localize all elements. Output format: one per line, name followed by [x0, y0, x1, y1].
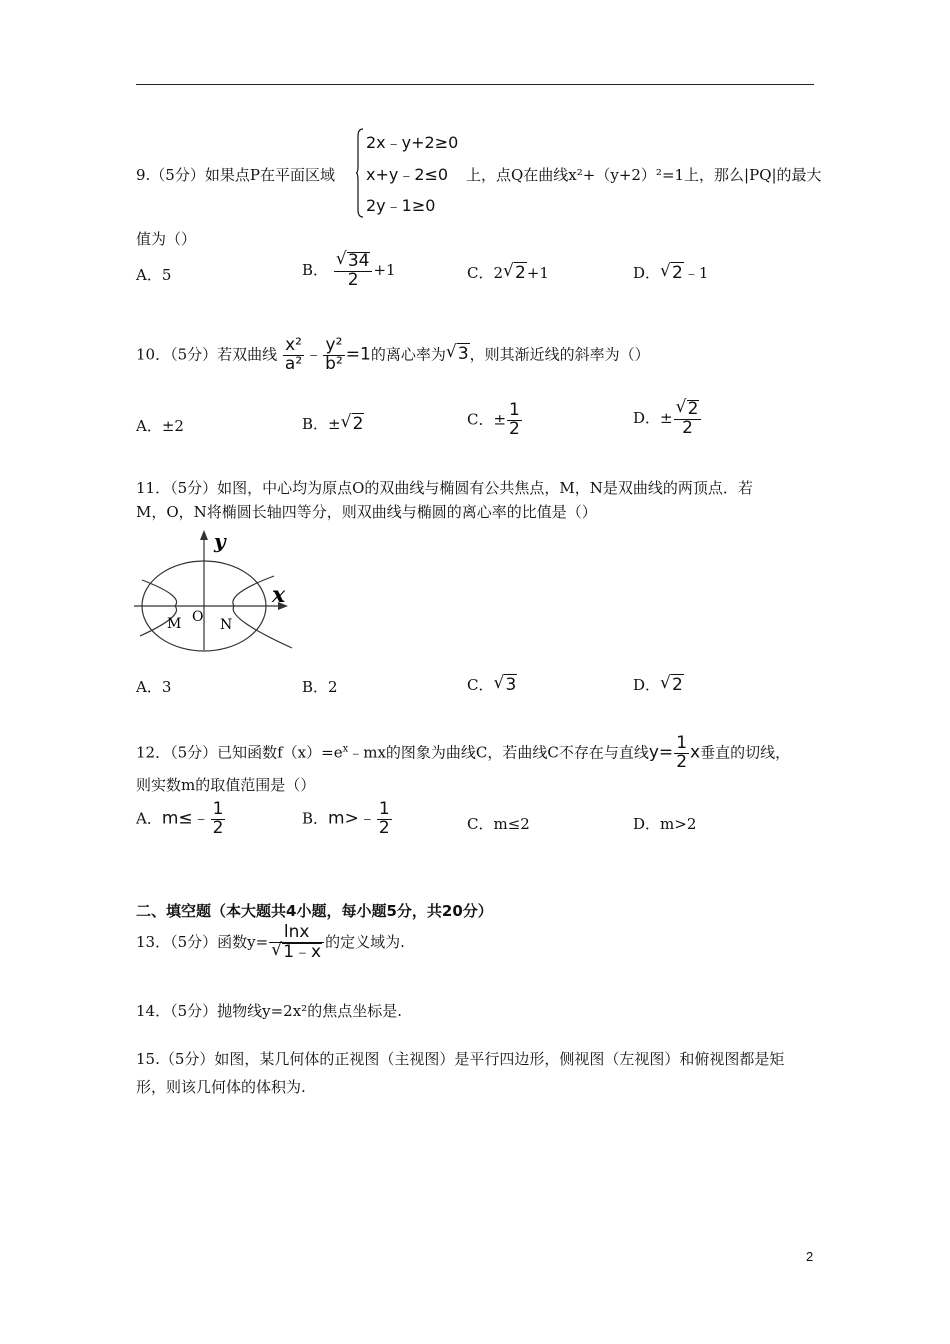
option-label: B． — [302, 809, 329, 828]
fraction — [674, 400, 702, 438]
q9-option-d — [633, 262, 708, 283]
q10-prefix: 10．（5分）若双曲线 — [136, 345, 278, 364]
radicand: 3 — [505, 675, 517, 695]
q12-option-d: D．m>2 — [633, 815, 697, 833]
denominator: 2 — [212, 817, 224, 838]
q9-option-b — [302, 252, 396, 290]
numerator: 1 — [378, 799, 390, 819]
label-n: N — [220, 617, 233, 633]
label-m: M — [167, 616, 182, 632]
option-tail: +1 — [373, 260, 396, 279]
option-label: D．± — [633, 408, 673, 427]
option-label: C． — [467, 676, 494, 694]
relation: m>﹣ — [328, 808, 376, 829]
q10-option-b — [302, 413, 364, 434]
q9-ineq-2: x+y﹣2≤0 — [366, 165, 449, 184]
fraction-y2-b2 — [323, 337, 345, 374]
q12-option-c: C．m≤2 — [467, 815, 530, 833]
y-axis-label: y — [214, 529, 226, 553]
numerator: 1 — [676, 733, 688, 753]
radicand: 2 — [672, 263, 683, 283]
q10-option-c — [467, 402, 523, 439]
q9-option-a: A．5 — [136, 266, 172, 284]
q14: 14．（5分）抛物线y=2x²的焦点坐标是. — [136, 1002, 402, 1020]
x-var: x — [690, 742, 701, 763]
q9-suffix: 上，点Q在曲线x²+（y+2）²=1上，那么|PQ|的最大 — [466, 166, 822, 184]
minus: ﹣ — [305, 344, 323, 365]
x-axis-label: x — [272, 582, 286, 608]
radicand: 2 — [672, 675, 683, 695]
q9-ineq-1: 2x﹣y+2≥0 — [366, 133, 459, 152]
q11-option-d — [633, 674, 684, 695]
numerator: 1 — [509, 400, 520, 420]
q11-line2: M，O，N将椭圆长轴四等分，则双曲线与椭圆的离心率的比值是（） — [136, 503, 597, 521]
relation: m≤﹣ — [161, 808, 210, 829]
ellipse-hyperbola-figure — [134, 528, 296, 654]
q9-prefix: 9.（5分）如果点P在平面区域 — [136, 166, 335, 184]
q12-mid: ﹣mx的图象为曲线C，若曲线C不存在与直线 — [348, 743, 649, 762]
q9-ineq-3: 2y﹣1≥0 — [366, 196, 436, 215]
radicand: 2 — [352, 414, 364, 434]
fraction — [507, 402, 522, 439]
denominator: 2 — [676, 751, 688, 772]
q15-line2: 形，则该几何体的体积为. — [136, 1078, 306, 1096]
numerator: lnx — [283, 922, 310, 942]
q11-line1: 11．（5分）如图，中心均为原点O的双曲线与椭圆有公共焦点，M，N是双曲线的两顶点．若 — [136, 479, 753, 497]
equals-one: =1 — [345, 344, 371, 365]
denominator: 2 — [674, 419, 702, 438]
q12-prefix: 12．（5分）已知函数f（x）=e — [136, 743, 343, 762]
q13-suffix: 的定义域为. — [325, 932, 405, 951]
page-number: 2 — [806, 1249, 814, 1264]
option-label: D． — [633, 676, 661, 694]
q11-option-a: A．3 — [136, 678, 172, 696]
label-o: O — [192, 609, 204, 625]
q12-option-b — [302, 801, 393, 838]
radicand: 2 — [687, 399, 699, 419]
q12-stem — [136, 735, 790, 772]
q10-stem — [136, 337, 650, 374]
q9-line2: 值为（） — [136, 230, 197, 248]
option-label: C．2 — [467, 264, 504, 282]
q15-line1: 15.（5分）如图，某几何体的正视图（主视图）是平行四边形，侧视图（左视图）和俯视图都是矩 — [136, 1050, 785, 1068]
q10-option-a: A．±2 — [136, 417, 184, 435]
fraction — [377, 801, 392, 838]
option-label: B．± — [302, 415, 341, 433]
q10-mid: 的离心率为 — [370, 345, 446, 364]
option-label: A． — [136, 809, 162, 828]
q13-prefix: 13．（5分）函数y= — [136, 932, 269, 951]
fraction — [334, 252, 373, 290]
radicand: 34 — [347, 251, 370, 271]
option-tail: ﹣1 — [683, 264, 709, 282]
brace-icon — [356, 128, 364, 218]
section-heading: 二、填空题（本大题共4小题，每小题5分，共20分） — [136, 902, 493, 920]
option-label: C．± — [467, 410, 507, 429]
q10-option-d — [633, 400, 702, 438]
numerator: y² — [325, 335, 343, 355]
numerator: x² — [285, 335, 302, 355]
numerator: 1 — [212, 799, 224, 819]
radicand: 2 — [515, 263, 526, 283]
fraction-x2-a2 — [283, 337, 304, 374]
q11-option-b: B．2 — [302, 678, 338, 696]
q12-line2: 则实数m的取值范围是（） — [136, 776, 316, 794]
radicand: 3 — [457, 344, 469, 365]
q12-option-a — [136, 801, 226, 838]
exponent: x — [342, 743, 349, 755]
denominator: 2 — [378, 817, 390, 838]
option-label: D． — [633, 264, 661, 282]
q9-option-c — [467, 262, 549, 283]
q13 — [136, 924, 405, 962]
header-rule — [136, 84, 814, 85]
denominator: 2 — [509, 418, 520, 439]
option-tail: +1 — [526, 264, 549, 282]
y-equals: y= — [648, 742, 674, 763]
q11-option-c — [467, 674, 517, 695]
option-label: B． — [302, 260, 329, 279]
q10-suffix: ，则其渐近线的斜率为（） — [469, 345, 650, 364]
q12-suffix: 垂直的切线， — [700, 743, 791, 762]
fraction — [674, 735, 689, 772]
fraction — [269, 924, 324, 962]
denominator: a² — [284, 353, 303, 374]
fraction — [211, 801, 226, 838]
radicand: 1﹣x — [283, 941, 322, 962]
denominator: b² — [325, 353, 343, 374]
denominator: 2 — [334, 271, 373, 290]
